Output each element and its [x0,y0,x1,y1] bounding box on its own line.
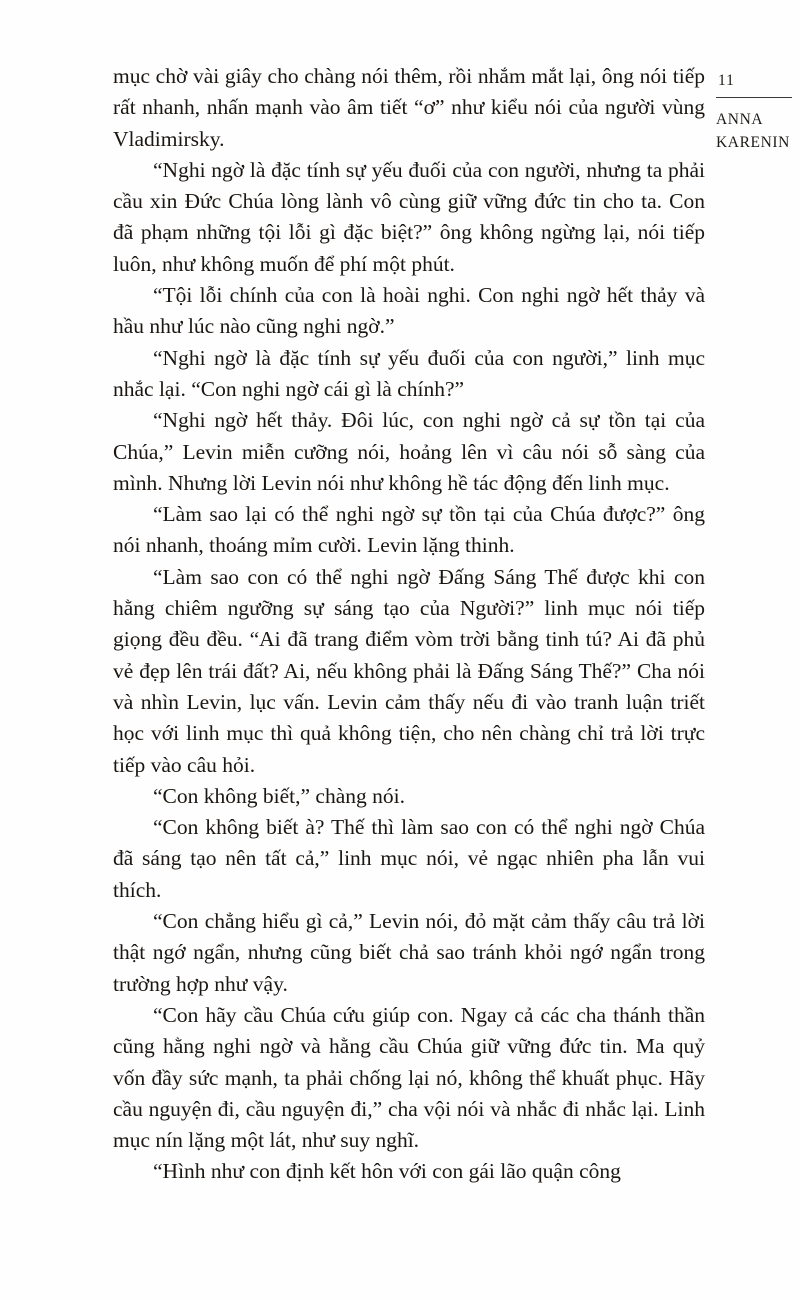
paragraph: “Con chẳng hiểu gì cả,” Levin nói, đỏ mặt cảm thấy câu trả lời thật ngớ ngẩn, nhưng cũng biết chả sao tránh khỏi ngớ ngẩn trong trường hợp như vậy. [113,909,705,996]
paragraph: “Con hãy cầu Chúa cứu giúp con. Ngay cả các cha thánh thần cũng hằng nghi ngờ và hằng cầu Chúa giữ vững đức tin. Ma quỷ vốn đầy sức mạnh, ta phải chống lại nó, không thể khuất phục. Hãy cầu nguyện đi, cầu nguyện đi,” cha vội nói và nhắc đi nhắc lại. Linh mục nín lặng một lát, như suy nghĩ. [113,1002,705,1153]
paragraph: “Nghi ngờ là đặc tính sự yếu đuối của con người,” linh mục nhắc lại. “Con nghi ngờ cái gì là chính?” [113,345,705,401]
paragraph: “Tội lỗi chính của con là hoài nghi. Con nghi ngờ hết thảy và hầu như lúc nào cũng nghi ngờ.” [113,283,705,339]
body-text [113,61,705,1188]
paragraph: “Nghi ngờ hết thảy. Đôi lúc, con nghi ngờ cả sự tồn tại của Chúa,” Levin miễn cưỡng nói, hoảng lên vì câu nói sỗ sàng của mình. Nhưng lời Levin nói như không hề tác động đến linh mục. [113,408,705,495]
paragraph: “Làm sao con có thể nghi ngờ Đấng Sáng Thế được khi con hằng chiêm ngưỡng sự sáng tạo của Người?” linh mục nói tiếp giọng đều đều. “Ai đã trang điểm vòm trời bằng tinh tú? Ai đã phủ vẻ đẹp lên trái đất? Ai, nếu không phải là Đấng Sáng Thế?” Cha nói và nhìn Levin, lục vấn. Levin cảm thấy nếu đi vào tranh luận triết học với linh mục thì quả không tiện, cho nên chàng chỉ trả lời trực tiếp vào câu hỏi. [113,564,705,777]
paragraph: mục chờ vài giây cho chàng nói thêm, rồi nhắm mắt lại, ông nói tiếp rất nhanh, nhấn mạnh vào âm tiết “ơ” như kiểu nói của người vùng Vladimirsky. [113,64,705,151]
running-title-line2: KARENIN [716,133,790,151]
header-rule [716,97,792,98]
paragraph: “Con không biết à? Thế thì làm sao con có thể nghi ngờ Chúa đã sáng tạo nên tất cả,” linh mục nói, vẻ ngạc nhiên pha lẫn vui thích. [113,815,705,902]
page-number: 11 [718,72,735,89]
running-title-line1: ANNA [716,111,764,128]
paragraph: “Làm sao lại có thể nghi ngờ sự tồn tại của Chúa được?” ông nói nhanh, thoáng mỉm cười. Levin lặng thinh. [113,502,705,558]
paragraph: “Nghi ngờ là đặc tính sự yếu đuối của con người, nhưng ta phải cầu xin Đức Chúa lòng lành vô cùng giữ vững đức tin cho ta. Con đã phạm những tội lỗi gì đặc biệt?” ông không ngừng lại, nói tiếp luôn, như không muốn để phí một phút. [113,157,705,276]
page-header [716,72,794,154]
paragraph: “Con không biết,” chàng nói. [153,783,405,808]
running-title [716,109,794,154]
paragraph: “Hình như con định kết hôn với con gái lão quận công [153,1159,621,1184]
